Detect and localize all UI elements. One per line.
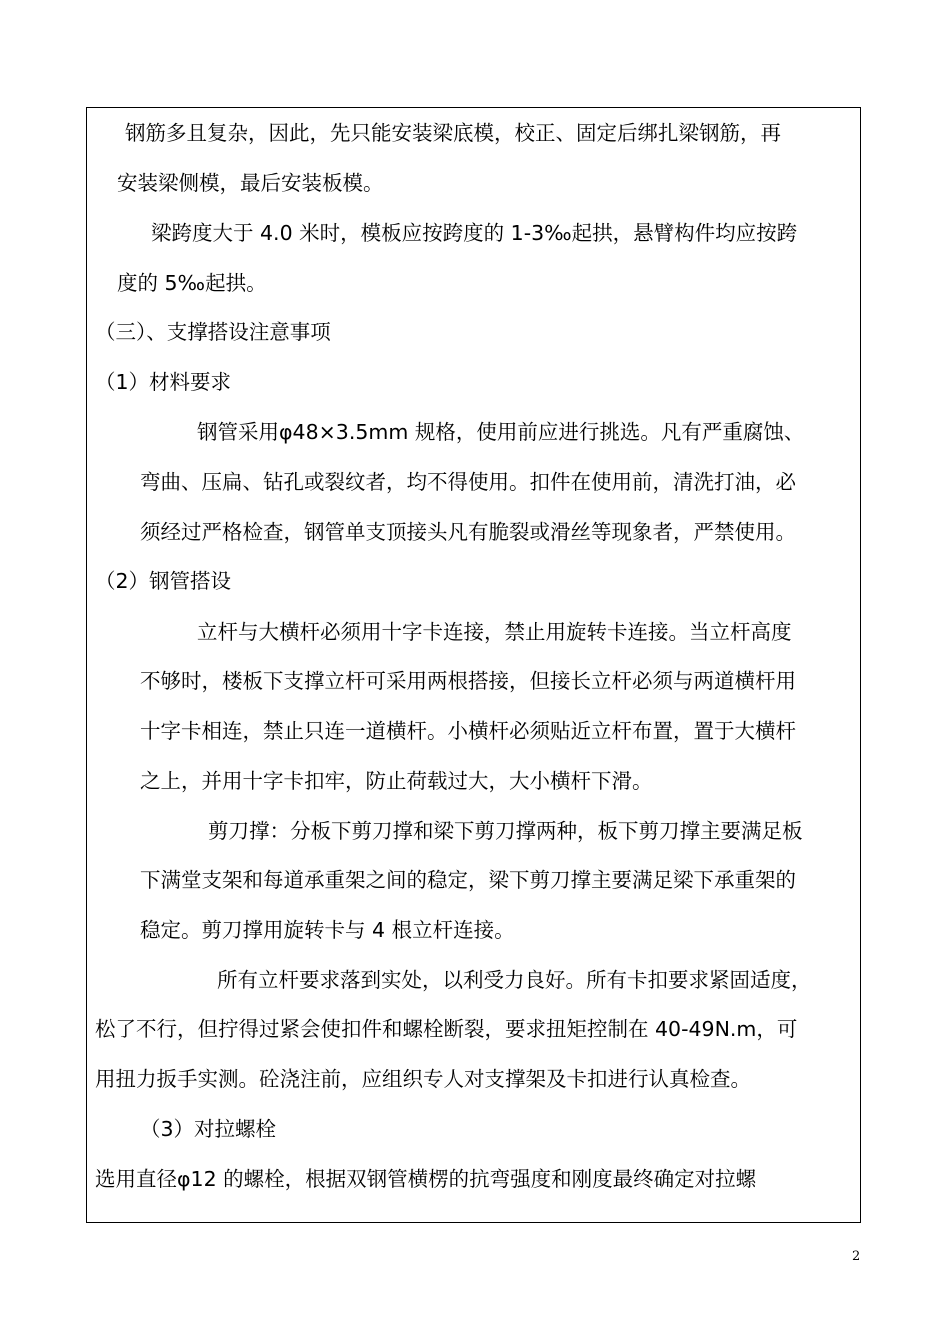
text-line: 不够时，楼板下支撑立杆可采用两根搭接，但接长立杆必须与两道横杆用 <box>140 669 796 693</box>
text-line: 度的 5‰起拱。 <box>117 271 267 295</box>
section-heading: （三）、支撑搭设注意事项 <box>95 320 331 344</box>
subsection-heading: （3）对拉螺栓 <box>140 1117 277 1141</box>
text-line: 稳定。剪刀撑用旋转卡与 4 根立杆连接。 <box>140 918 515 942</box>
text-line: 弯曲、压扁、钻孔或裂纹者，均不得使用。扣件在使用前，清洗打油，必 <box>140 470 796 494</box>
text-line: 选用直径φ12 的螺栓，根据双钢管横楞的抗弯强度和刚度最终确定对拉螺 <box>95 1167 757 1191</box>
subsection-heading: （1）材料要求 <box>95 370 232 394</box>
text-line: 用扭力扳手实测。砼浇注前，应组织专人对支撑架及卡扣进行认真检查。 <box>95 1067 751 1091</box>
text-line: 钢筋多且复杂，因此，先只能安装梁底模，校正、固定后绑扎梁钢筋，再 <box>125 121 781 145</box>
subsection-heading: （2）钢管搭设 <box>95 569 232 593</box>
text-line: 下满堂支架和每道承重架之间的稳定，梁下剪刀撑主要满足梁下承重架的 <box>140 868 796 892</box>
text-line: 之上，并用十字卡扣牢，防止荷载过大，大小横杆下滑。 <box>140 769 653 793</box>
text-line: 十字卡相连，禁止只连一道横杆。小横杆必须贴近立杆布置，置于大横杆 <box>140 719 796 743</box>
text-line: 钢管采用φ48×3.5mm 规格，使用前应进行挑选。凡有严重腐蚀、 <box>197 420 805 444</box>
text-line: 所有立杆要求落到实处，以利受力良好。所有卡扣要求紧固适度， <box>217 968 812 992</box>
text-line: 安装梁侧模，最后安装板模。 <box>117 171 384 195</box>
text-line: 立杆与大横杆必须用十字卡连接，禁止用旋转卡连接。当立杆高度 <box>197 620 792 644</box>
text-line: 梁跨度大于 4.0 米时，模板应按跨度的 1-3‰起拱，悬臂构件均应按跨 <box>151 221 798 245</box>
text-line: 松了不行，但拧得过紧会使扣件和螺栓断裂，要求扭矩控制在 40-49N.m，可 <box>95 1017 798 1041</box>
text-line: 须经过严格检查，钢管单支顶接头凡有脆裂或滑丝等现象者，严禁使用。 <box>140 520 796 544</box>
text-line: 剪刀撑：分板下剪刀撑和梁下剪刀撑两种，板下剪刀撑主要满足板 <box>208 819 803 843</box>
page-number: 2 <box>852 1249 861 1264</box>
